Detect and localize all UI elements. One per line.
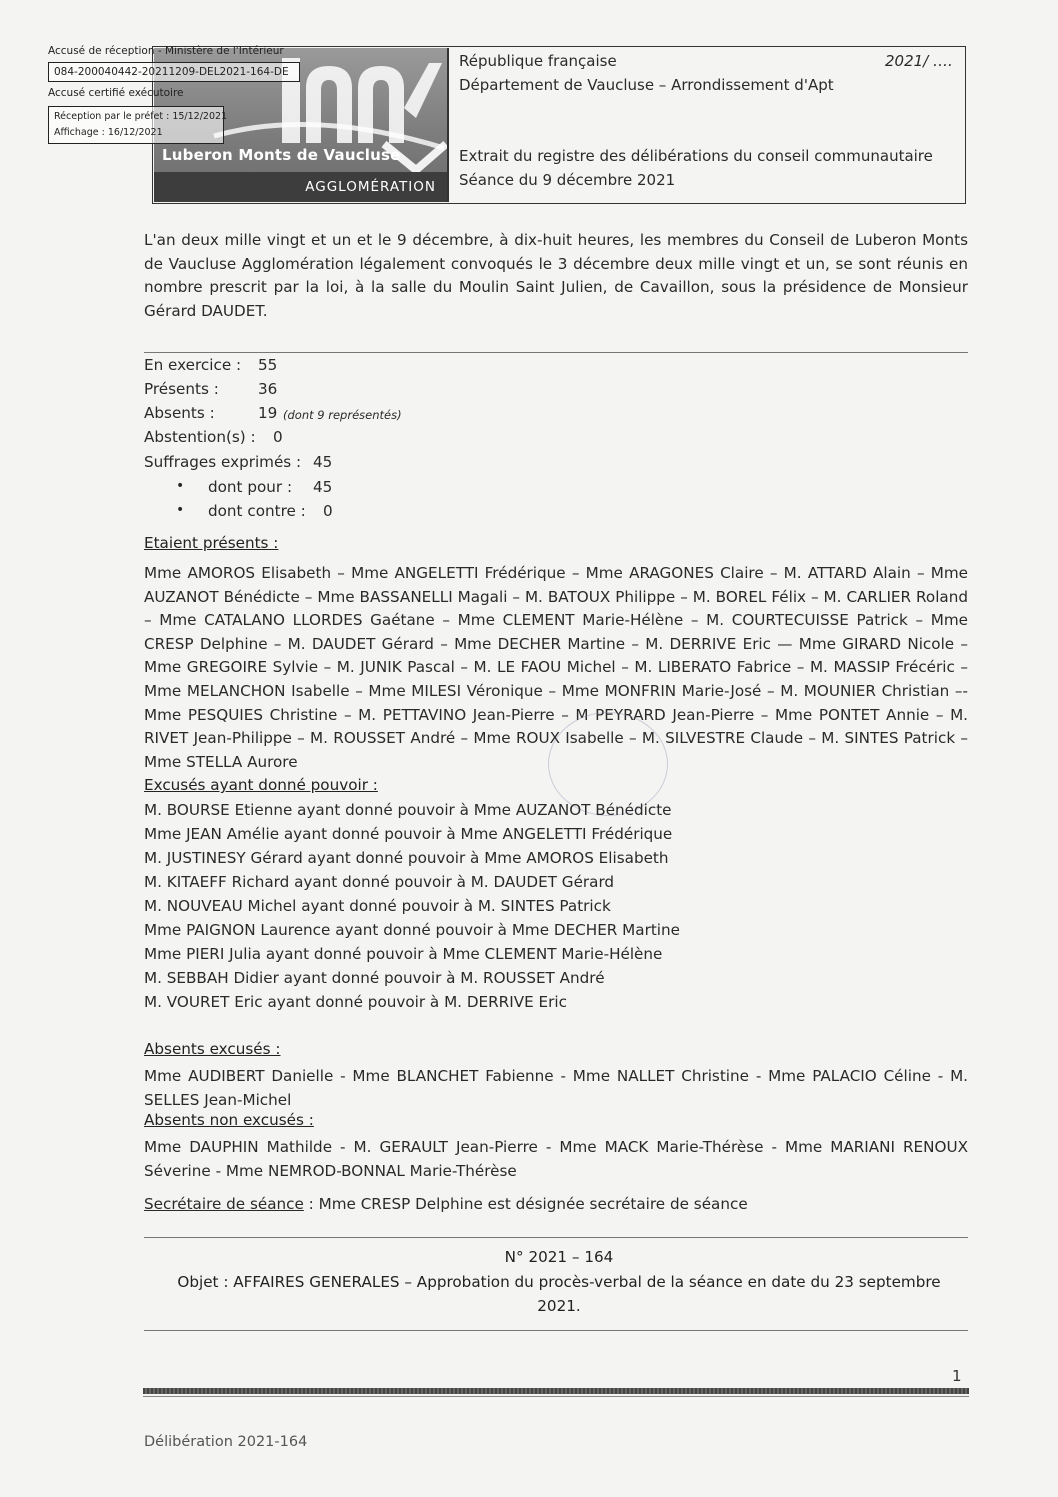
footer-rule [143,1396,969,1397]
bullet-pour: • [176,478,185,494]
secretary-text: : Mme CRESP Delphine est désignée secrétaire de séance [303,1195,748,1213]
deliberation-object-year: 2021. [537,1297,581,1315]
stat-abstentions-label: Abstention(s) : [144,428,256,446]
secretary-label: Secrétaire de séance [144,1195,304,1213]
stat-absents-note: (dont 9 représentés) [283,408,402,422]
divider-middle [144,1237,968,1238]
proxy-item: Mme PIERI Julia ayant donné pouvoir à Mme CLEMENT Marie-Hélène [144,945,663,963]
header-divider [447,48,449,202]
proxy-item: M. JUSTINESY Gérard ayant donné pouvoir à Mme AMOROS Elisabeth [144,849,669,867]
department-label: Département de Vaucluse – Arrondissement d'Apt [459,76,834,94]
stat-exercice-label: En exercice : [144,356,242,374]
logo-name: Luberon Monts de Vaucluse [162,146,401,164]
logo-subtitle: AGGLOMÉRATION [305,179,436,195]
bullet-contre: • [176,502,185,518]
republic-label: République française [459,52,617,70]
stat-absents-value: 19 [258,404,278,422]
secretary-line [144,1195,748,1213]
stat-presents-label: Présents : [144,380,219,398]
session-date: Séance du 9 décembre 2021 [459,171,676,189]
stat-suffrages-value: 45 [313,453,333,471]
stat-contre-value: 0 [323,502,333,520]
footer-bar [143,1388,969,1394]
stamp-dates-box [48,106,228,144]
deliberation-number: N° 2021 – 164 [504,1248,614,1266]
proxy-item: M. SEBBAH Didier ayant donné pouvoir à M. ROUSSET André [144,969,605,987]
stamp-affichage: Affichage : 16/12/2021 [54,127,163,138]
proxy-item: Mme PAIGNON Laurence ayant donné pouvoir à Mme DECHER Martine [144,921,680,939]
deliberation-object: Objet : AFFAIRES GENERALES – Approbation du procès-verbal de la séance en date du 23 septembre [177,1273,941,1291]
stat-abstentions-value: 0 [273,428,283,446]
excused-title: Absents excusés : [144,1040,281,1058]
stamp-title: Accusé de réception - Ministère de l'Intérieur [48,45,284,57]
stat-presents-value: 36 [258,380,278,398]
stat-pour-value: 45 [313,478,333,496]
extract-label: Extrait du registre des délibérations du conseil communautaire [459,147,933,165]
stamp-ref: 084-200040442-20211209-DEL2021-164-DE [54,66,289,78]
excused-list: Mme AUDIBERT Danielle - Mme BLANCHET Fabienne - Mme NALLET Christine - Mme PALACIO Céline - M. SELLES Jean-Michel [144,1067,968,1109]
stat-suffrages-label: Suffrages exprimés : [144,453,302,471]
stat-absents-label: Absents : [144,404,215,422]
stamp-executory: Accusé certifié exécutoire [48,87,184,99]
proxy-item: M. KITAEFF Richard ayant donné pouvoir à M. DAUDET Gérard [144,873,615,891]
divider-top [144,352,968,353]
presents-list: Mme AMOROS Elisabeth – Mme ANGELETTI Frédérique – Mme ARAGONES Claire – M. ATTARD Alain – Mme AUZANOT Bénédicte – Mme BASSANELLI Magali – M. BATOUX Philippe – M. BOREL Félix – M. CARLIER Roland – Mme CATALANO LLORDES Gaétane – Mme CLEMENT Marie-Hélène – M. COURTECUISSE Patrick – Mme CRESP Delphine – M. DAUDET Gérard – Mme DECHER Martine – M. DERRIVE Eric — Mme GIRARD Nicole – Mme GREGOIRE Sylvie – M. JUNIK Pascal – M. LE FAOU Michel – M. LIBERATO Fabrice – M. MASSIP Frécéric – Mme MELANCHON Isabelle – Mme MILESI Véronique – Mme MONFRIN Marie-José – M. MOUNIER Christian –- Mme PESQUIES Christine – M. PETTAVINO Jean-Pierre – M PEYRARD Jean-Pierre – Mme PONTET Annie – M. RIVET Jean-Philippe – M. ROUSSET André – Mme ROUX Isabelle – M. SILVESTRE Claude – M. SINTES Patrick – Mme STELLA Aurore [144,564,968,771]
stat-pour-label: dont pour : [208,478,293,496]
proxies-title: Excusés ayant donné pouvoir : [144,776,378,794]
footer-reference: Délibération 2021-164 [144,1434,308,1450]
proxy-item: Mme JEAN Amélie ayant donné pouvoir à Mme ANGELETTI Frédérique [144,825,673,843]
stamp-ref-box [48,62,300,82]
unexcused-title: Absents non excusés : [144,1111,314,1129]
proxy-item: M. NOUVEAU Michel ayant donné pouvoir à M. SINTES Patrick [144,897,611,915]
divider-bottom [144,1330,968,1331]
stat-contre-label: dont contre : [208,502,306,520]
presents-title: Etaient présents : [144,534,279,552]
proxy-item: M. BOURSE Etienne ayant donné pouvoir à Mme AUZANOT Bénédicte [144,801,672,819]
page-number: 1 [952,1367,962,1385]
unexcused-list: Mme DAUPHIN Mathilde - M. GERAULT Jean-Pierre - Mme MACK Marie-Thérèse - Mme MARIANI RENOUX Séverine - Mme NEMROD-BONNAL Marie-Thérèse [144,1138,968,1180]
deliberation-number-placeholder: 2021/ …. [885,52,953,70]
stat-exercice-value: 55 [258,356,278,374]
proxy-item: M. VOURET Eric ayant donné pouvoir à M. DERRIVE Eric [144,993,567,1011]
intro-paragraph: L'an deux mille vingt et un et le 9 décembre, à dix-huit heures, les membres du Conseil de Luberon Monts de Vaucluse Agglomération légalement convoqués le 3 décembre deux mille vingt et un, se sont réunis en nombre prescrit par la loi, à la salle du Moulin Saint Julien, de Cavaillon, sous la présidence de Monsieur Gérard DAUDET. [144,231,968,320]
stamp-reception: Réception par le préfet : 15/12/2021 [54,111,228,122]
